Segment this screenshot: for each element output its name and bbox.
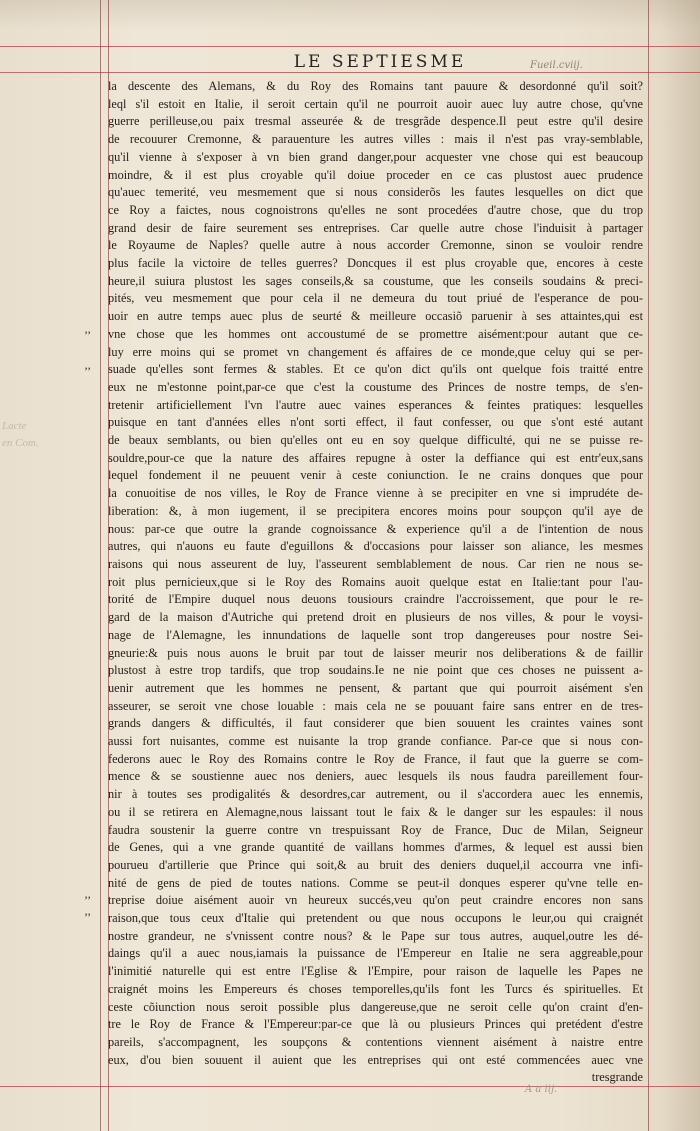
text-line: raison,que tous ceux d'Italie qui pretendent ou que nous occupons le leur,ou qui craignét — [108, 911, 643, 926]
text-line: uenir autrement que les hommes ne pensent, & partant que qui pourroit aisément s'en — [108, 680, 643, 695]
margin-rule-top — [0, 46, 700, 47]
marginal-note: en Com. — [2, 437, 39, 449]
text-line: asseurer, se seroit vne chose louable : mais cela ne se pouuant faire sans entrer en de tres- — [108, 698, 643, 713]
text-line: nir à toutes ses prodigalités & desordres,car autrement, ou il s'accordera auec les ennemis, — [108, 787, 643, 802]
text-line: qu'il vienne à s'exposer à vn bien grand danger,pour acquester vne chose qui est beaucoup — [108, 149, 643, 164]
body-text — [108, 78, 643, 1087]
text-line: nage de l'Alemagne, les innundations de laquelle sont trop dangereuses pour nostre Sei- — [108, 627, 643, 642]
quotation-mark: ’’ — [84, 910, 92, 924]
margin-rule-left-outer — [100, 0, 101, 1131]
text-line: daings qu'il a auec nous,iamais la puissance de l'Empereur en Italie ne sera aggreable,pour — [108, 946, 643, 961]
quotation-mark: ’’ — [84, 328, 92, 342]
text-line: roit plus pernicieux,que si le Roy des Romains auoit quelque estat en Italie:tant pour l'au- — [108, 574, 643, 589]
text-line: puisque en tant d'années elles n'ont sorti effect, il faut confesser, ou que s'ont esté autant — [108, 415, 643, 430]
text-line: faudra soustenir la guerre contre vn trespuissant Roy de France, Duc de Milan, Seigneur — [108, 822, 643, 837]
text-line: tre le Roy de France & l'Empereur:par-ce que là ou plusieurs Princes qui pretédent d'estre — [108, 1017, 643, 1032]
text-line: raisons qui nous asseurent de luy, l'asseurent semblablement de nous. Car rien ne nous se- — [108, 556, 643, 571]
text-line: suade qu'elles sont fermes & stables. Et ce qu'on dict qu'ils ont quelque fois traitté entre — [108, 362, 643, 377]
text-line: leql s'il estoit en Italie, il seroit certain qu'il ne pourroit auoir auec luy autre chose, qu'vne — [108, 96, 643, 111]
text-line: luy erre moins qui se promet vn changement és affaires de ce monde,que celuy qui se per- — [108, 344, 643, 359]
text-line: souldre,pour-ce que la nature des affaires repugne à oster la deffiance qui est entr'eux,sans — [108, 450, 643, 465]
text-line: eux ne m'estonne point,par-ce que c'est la coustume des Princes de nostre temps, de s'en- — [108, 379, 643, 394]
quotation-mark: ’’ — [84, 893, 92, 907]
text-line: pourueu d'artillerie que Prince qui soit,& au bruit des deniers duquel,il accourra vne infi- — [108, 857, 643, 872]
running-header: LE SEPTIESME — [293, 52, 467, 72]
text-line: gneurie:& puis nous auons le bruit par tout de laisser meurir nos deliberations & de faillir — [108, 645, 643, 660]
text-line: mence & se soustienne auec nos deniers, auec lesquels ils nous faudra pareillement four- — [108, 769, 643, 784]
text-line: grand desir de faire seurement ses entreprises. Car quelle autre chose l'induisit à partager — [108, 220, 643, 235]
text-line: lequel fondement il ne peuuent venir à ceste coniunction. Ie ne crains donques que pour — [108, 468, 643, 483]
text-line: l'inimitié naturelle qui est entre l'Eglise & l'Empire, pour raison de laquelle les Papes ne — [108, 964, 643, 979]
margin-rule-header — [0, 72, 700, 73]
text-line: la descente des Alemans, & du Roy des Romains tant pauure & desordonné qu'il soit? — [108, 79, 643, 93]
text-line: nous: par-ce que outre la grande cognoissance & experience qu'il a de l'intention de nous — [108, 521, 643, 536]
text-line: treprise doiue aisément auoir vn heureux succés,veu qu'on peut craindre encores non sans — [108, 893, 643, 908]
text-line: moindre, & il est plus croyable qu'il doiue proceder en ce cas plustost auec prudence — [108, 167, 643, 182]
margin-rule-right — [648, 0, 649, 1131]
text-line: nité de gens de pied de toutes nations. Comme se peut-il donques esperer qu'vne telle en- — [108, 875, 643, 890]
text-line: pités, veu mesmement que pour cela il ne demeura du tout priué de l'esperance de pou- — [108, 291, 643, 306]
text-line: vne chose que les hommes ont accoustumé de se promettre aisément:pour autant que ce- — [108, 326, 643, 341]
text-line: uoir en autre temps auec plus de seurté & meilleure occasiõ paruenir à ses attaintes,qui est — [108, 309, 643, 324]
page-top-shadow — [0, 0, 700, 30]
text-line: aussi fort nuisantes, comme est nuisante la trop grande confiance. Par-ce que si nous con- — [108, 734, 643, 749]
text-line: heure,il suiura plustost les sages conseils,& sa coustume, que les conseils soudains & preci- — [108, 273, 643, 288]
text-line: autres, qui n'auons eu faute d'eguillons & d'occasions pour laisser son aliance, les mesmes — [108, 539, 643, 554]
text-line: gard de la maison d'Autriche qui pretend droit en plusieurs de nos villes, & pour le voysi- — [108, 610, 643, 625]
text-line: de Genes, qui a vne grande quantité de vaillans hommes d'armes, & lequel est aussi bien — [108, 840, 643, 855]
text-line: de recouurer Cremonne, & parauenture les autres villes : mais il n'est pas vray-semblable, — [108, 132, 643, 147]
text-line: liberation: &, à mon iugement, il se precipitera encores moins pour soupçon qu'il aye de — [108, 503, 643, 518]
text-line: nostre grandeur, ne s'vnissent contre nous? & le Pape sur tous autres, auquel,outre les dé- — [108, 928, 643, 943]
folio-ghost-text: Fueil.cviij. — [530, 60, 583, 71]
marginal-note: Lacte — [2, 420, 27, 432]
text-line: grands dangers & difficultés, il faut considerer que bien souuent les craintes vaines sont — [108, 716, 643, 731]
text-line: plustost à estre trop tardifs, que trop soudains.Ie ne nie point que ces choses ne puissent a- — [108, 663, 643, 678]
page-edge-shadow — [660, 0, 700, 1131]
text-line: qu'auec temerité, veu mesmement que si nous considerõs les fautes lesquelles on dict que — [108, 185, 643, 200]
text-line: le Royaume de Naples? quelle autre à nous accorder Cremonne, sinon se vouloir rendre — [108, 238, 643, 253]
text-line: plus facile la victoire de telles guerres? Doncques il est plus croyable que, encores à ceste — [108, 256, 643, 271]
quotation-mark: ’’ — [84, 364, 92, 378]
text-line: guerre perilleuse,ou paix tresmal asseurée & de tresgrãde despence.Il peut estre qu'il desire — [108, 114, 643, 129]
text-line: la conuoitise de nos villes, le Roy de France vienne à se precipiter en vne si imprudéte de- — [108, 486, 643, 501]
text-line: ou il se retirera en Alemagne,nous laissant tout le faix & le danger sur les espaules: il nous — [108, 804, 643, 819]
text-line: torité de l'Empire duquel nous deuons tousiours craindre l'accroissement, que pour le re- — [108, 592, 643, 607]
signature-ghost-text: A a iij. — [525, 1084, 558, 1095]
text-line: ceste cõiunction nous seroit possible plus dangereuse,que ne seroit celle qu'on craint d'en- — [108, 999, 643, 1014]
text-line: pareils, s'accompagnent, les soupçons & contentions viennent aisément à naistre entre — [108, 1034, 643, 1049]
text-line: tretenir artificiellement l'vn l'autre auec vaines esperances & feintes pratiques: lesquelles — [108, 397, 643, 412]
catchword: tresgrande — [591, 1070, 643, 1085]
text-line: craignét moins les Empereurs és choses temporelles,qu'ils font les Turcs és spirituelles. Et — [108, 981, 643, 996]
text-line: eux, d'ou bien souuent il auient que les entreprises qui ont esté commencées auec vne — [108, 1052, 643, 1067]
text-line: ce Roy a faictes, nous cognoistrons qu'elles ne sont procedées d'autre chose, que du trop — [108, 202, 643, 217]
text-line: de beaux semblants, ou bien qu'elles ont eu en soy quelque difficulté, qui ne se puisse re- — [108, 433, 643, 448]
text-line: federons auec le Roy des Romains contre le Roy de France, il faut que la guerre se com- — [108, 751, 643, 766]
